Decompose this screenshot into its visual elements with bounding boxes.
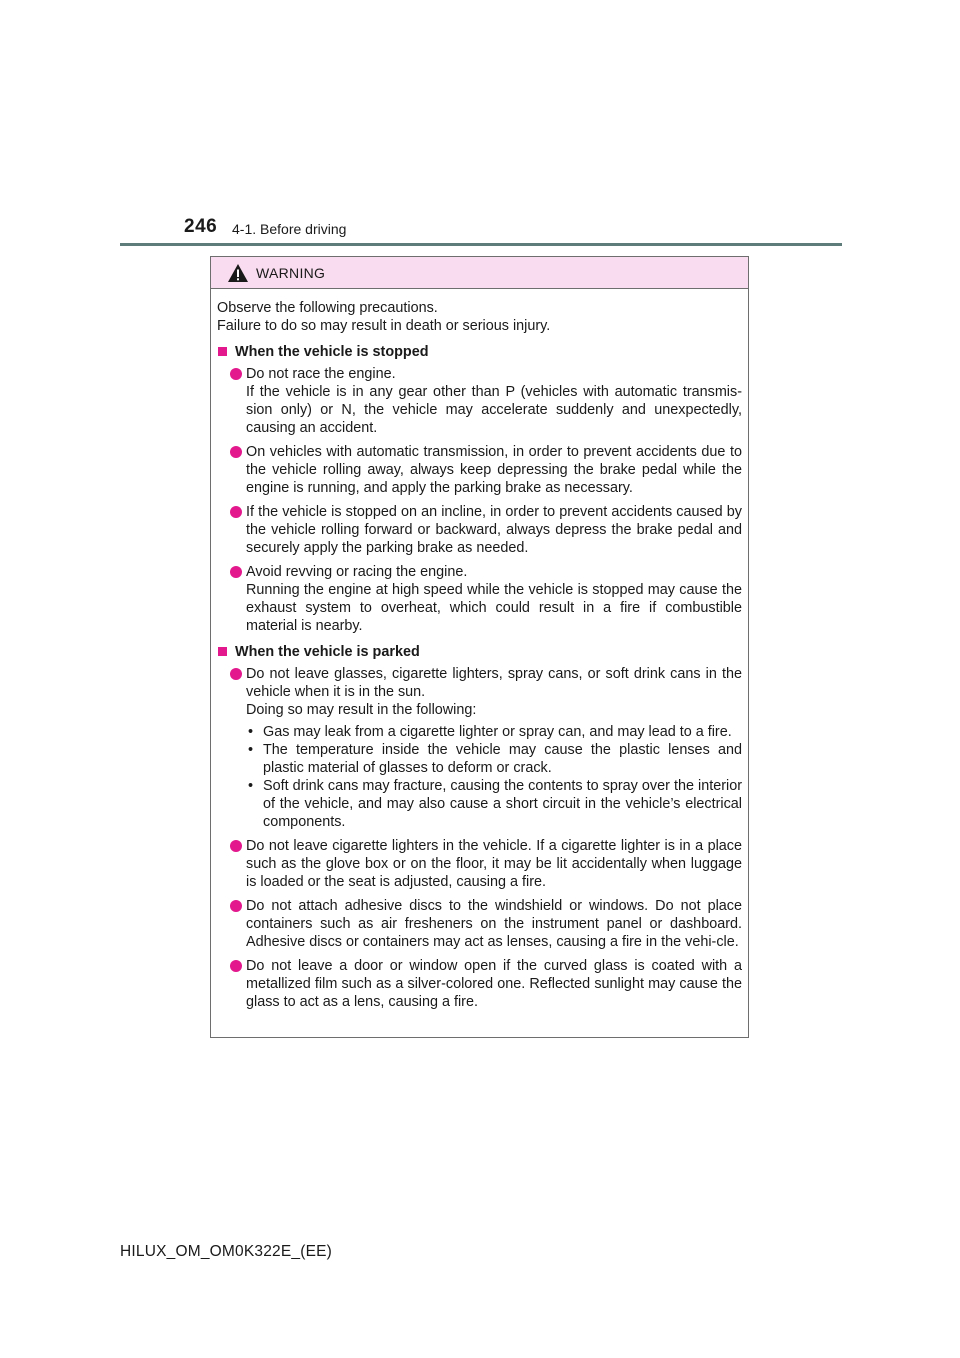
intro-line: Observe the following precautions. (217, 300, 438, 316)
list-item (217, 503, 742, 557)
sub-list-item-text: The temperature inside the vehicle may cause the plastic lenses and plastic material of glasses to deform or crack. (263, 742, 742, 776)
circle-bullet-icon (230, 506, 242, 518)
list-item-text: Do not race the engine. (246, 366, 396, 382)
list-item (217, 957, 742, 1011)
circle-bullet-icon (230, 668, 242, 680)
warning-intro (217, 299, 742, 335)
page-number: 246 (184, 216, 218, 237)
list-item-text: Do not leave cigarette lighters in the vehicle. If a cigarette lighter is in a place such as the glove box or on the floor, it may be lit accidentally when luggage is loaded or the seat is adjusted, causing a fire. (246, 838, 742, 890)
sub-list-item (217, 723, 742, 741)
square-bullet-icon (218, 647, 227, 656)
section-heading-text: When the vehicle is stopped (235, 344, 429, 360)
circle-bullet-icon (230, 960, 242, 972)
circle-bullet-icon (230, 368, 242, 380)
list-item-text: Doing so may result in the following: (246, 702, 477, 718)
square-bullet-icon (218, 347, 227, 356)
section-heading (217, 643, 742, 661)
list-item-text: If the vehicle is in any gear other than P (vehicles with automatic transmis-sion only) or N, the vehicle may accelerate suddenly and unexpectedly, causing an accident. (246, 384, 742, 436)
sub-list-item-text: Gas may leak from a cigarette lighter or spray can, and may lead to a fire. (263, 724, 732, 740)
bullet-icon: • (248, 778, 254, 794)
intro-line: Failure to do so may result in death or serious injury. (217, 318, 551, 334)
warning-title: WARNING (256, 264, 326, 281)
bullet-icon: • (248, 742, 254, 758)
bullet-icon: • (248, 724, 254, 740)
list-item (217, 837, 742, 891)
circle-bullet-icon (230, 446, 242, 458)
list-item-text: On vehicles with automatic transmission, in order to prevent accidents due to the vehicle rolling away, always keep depressing the brake pedal while the engine is running, and apply the parking brake as necessary. (246, 444, 742, 496)
circle-bullet-icon (230, 840, 242, 852)
sub-list-item-text: Soft drink cans may fracture, causing the contents to spray over the interior of the vehicle, and may also cause a short circuit in the vehicle’s electrical components. (263, 778, 742, 830)
warning-header (211, 257, 748, 289)
sub-list-item (217, 741, 742, 777)
warning-box (210, 256, 749, 1038)
sub-list (217, 723, 742, 831)
list-item (217, 443, 742, 497)
list-item-text: Do not leave a door or window open if the curved glass is coated with a metallized film such as a silver-colored one. Reflected sunlight may cause the glass to act as a lens, causing a fire. (246, 958, 742, 1010)
circle-bullet-icon (230, 566, 242, 578)
list-item-text: Avoid revving or racing the engine. (246, 564, 468, 580)
list-item (217, 365, 742, 437)
warning-body (211, 289, 748, 1011)
circle-bullet-icon (230, 900, 242, 912)
section-title: 4-1. Before driving (232, 221, 347, 237)
sub-list-item (217, 777, 742, 831)
list-item (217, 563, 742, 635)
list-item-text: If the vehicle is stopped on an incline, in order to prevent accidents caused by the vehicle rolling forward or backward, always depress the brake pedal and securely apply the parking brake as needed. (246, 504, 742, 556)
header-rule (120, 243, 842, 246)
document-code: HILUX_OM_OM0K322E_(EE) (120, 1243, 333, 1260)
section-heading (217, 343, 742, 361)
warning-triangle-icon (227, 263, 249, 283)
section-heading-text: When the vehicle is parked (235, 644, 420, 660)
list-item (217, 665, 742, 831)
list-item-text: Do not leave glasses, cigarette lighters, spray cans, or soft drink cans in the vehicle when it is in the sun. (246, 666, 742, 700)
list-item (217, 897, 742, 951)
list-item-text: Do not attach adhesive discs to the windshield or windows. Do not place containers such as air fresheners on the instrument panel or dashboard. Adhesive discs or containers may act as lenses, causing a fire in the vehi-cle. (246, 898, 742, 950)
list-item-text: Running the engine at high speed while the vehicle is stopped may cause the exhaust system to overheat, which could result in a fire if combustible material is nearby. (246, 582, 742, 634)
